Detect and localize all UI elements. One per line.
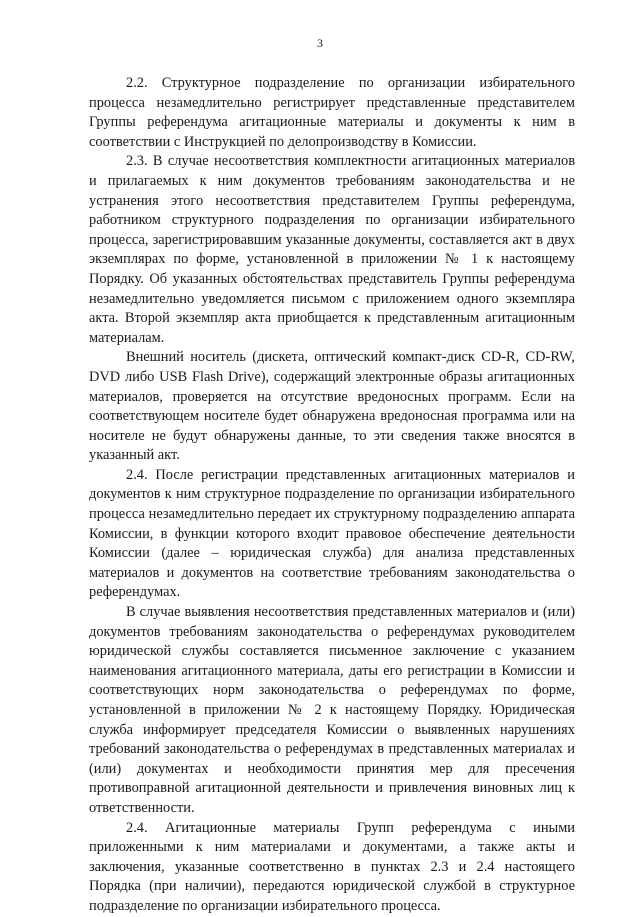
paragraph-2-3: 2.3. В случае несоответствия комплектности агитационных материалов и прилагаемых к ним документов требованиям законодательства и не устранения этого несоответствия представителем Группы референдума, работником структурного подразделения по организации избирательного процесса, зарегистрировавшим указанные документы, составляется акт в двух экземплярах по форме, установленной в приложении № 1 к настоящему Порядку. Об указанных обстоятельствах представитель Группы референдума незамедлительно уведомляется письмом с приложением одного экземпляра акта. Второй экземпляр акта приобщается к представленным агитационным материалам. [89, 153, 575, 346]
paragraph-2-4-transfer: 2.4. Агитационные материалы Групп референдума с иными приложенными к ним материалами и документами, а также акты и заключения, указанные соответственно в пунктах 2.3 и 2.4 настоящего Порядка (при наличии), передаются юридической службой в структурное подразделение по организации избирательного процесса. [89, 819, 575, 914]
page-number: 3 [317, 36, 323, 50]
document-body [89, 74, 575, 917]
paragraph-2-4: 2.4. После регистрации представленных агитационных материалов и документов к ним структурное подразделение по организации избирательного процесса незамедлительно передает их структурному подразделению аппарата Комиссии, в функции которого входит правовое обеспечение деятельности Комиссии (далее – юридическая служба) для анализа представленных материалов и документов на соответствие требованиям законодательства о референдумах. [89, 466, 575, 601]
paragraph-violations: В случае выявления несоответствия представленных материалов и (или) документов требованиям законодательства о референдумах руководителем юридической службы составляется письменное заключение с указанием наименования агитационного материала, даты его регистрации в Комиссии и соответствующих норм законодательства о референдумах по форме, установленной в приложении № 2 к настоящему Порядку. Юридическая служба информирует председателя Комиссии о выявленных нарушениях требований законодательства о референдумах в представленных материалах и (или) документах и необходимости принятия мер для пресечения противоправной агитационной деятельности и привлечения виновных лиц к ответственности. [89, 604, 575, 816]
paragraph-external-media: Внешний носитель (дискета, оптический компакт-диск CD-R, CD-RW, DVD либо USB Flash Drive), содержащий электронные образы агитационных материалов, проверяется на отсутствие вредоносных программ. Если на соответствующем носителе будет обнаружена вредоносная программа или на носителе не будут обнаружены данные, то эти сведения также вносятся в указанный акт. [89, 349, 575, 464]
paragraph-2-2: 2.2. Структурное подразделение по организации избирательного процесса незамедлительно регистрирует представленные представителем Группы референдума агитационные материалы и документы к ним в соответствии с Инструкцией по делопроизводству в Комиссии. [89, 75, 575, 150]
